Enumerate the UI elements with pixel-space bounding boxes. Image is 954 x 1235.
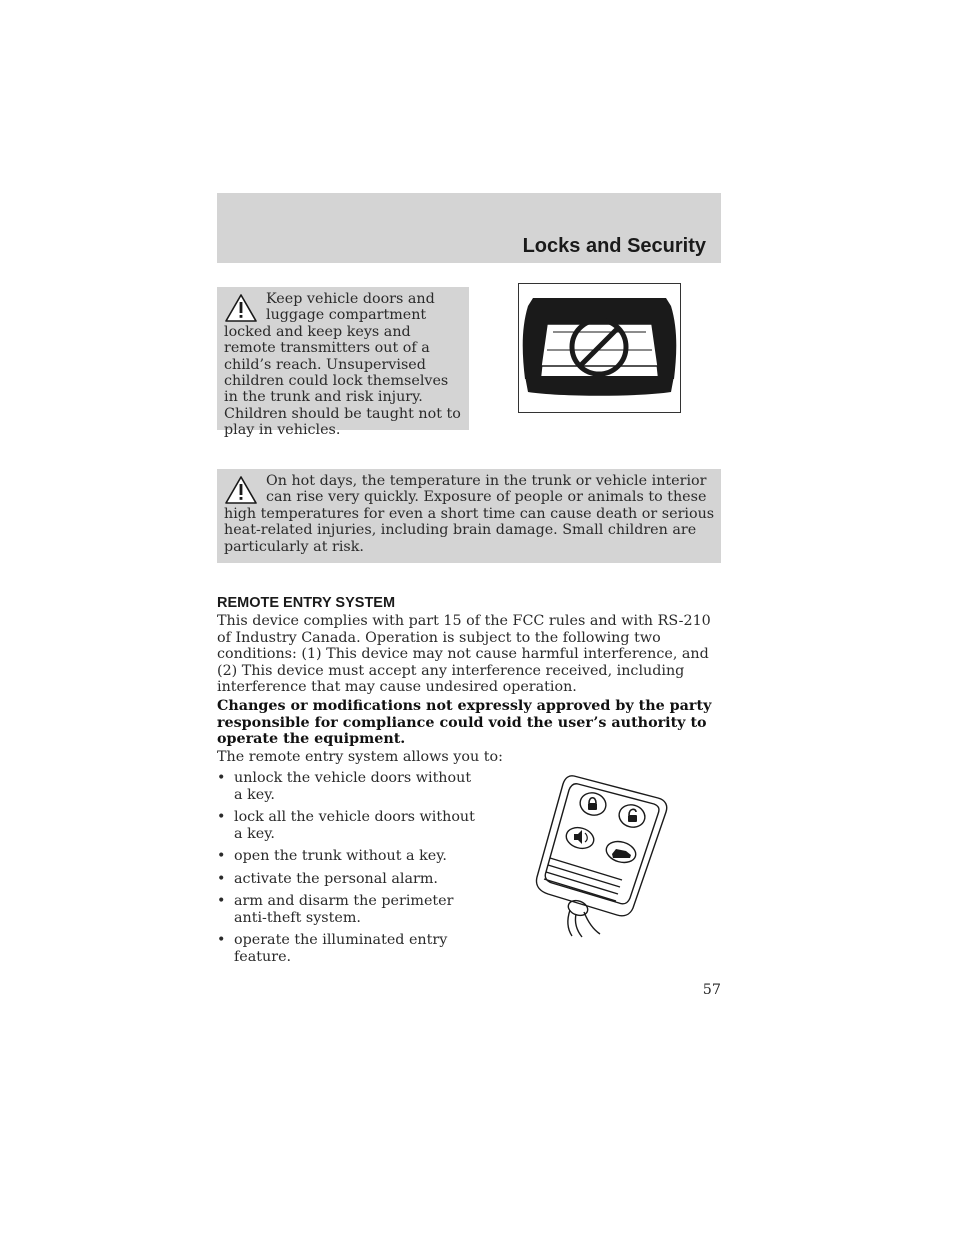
- list-item: • arm and disarm the perimeter anti-theft system.: [217, 893, 477, 926]
- modifications-warning: Changes or modifications not expressly approved by the party responsible for compliance could void the user’s authority to operate the equipment.: [217, 698, 712, 747]
- fcc-paragraph: This device complies with part 15 of the FCC rules and with RS-210 of Industry Canada. Operation is subject to the following two conditions: (1) This device may not cause harmful interference, and (2) This device must accept any interference received, including interference that may cause undesired operation.: [217, 613, 711, 695]
- section-heading: REMOTE ENTRY SYSTEM: [217, 595, 396, 611]
- remote-key-fob-icon: [530, 770, 670, 940]
- warning-text: On hot days, the temperature in the trunk or vehicle interior can rise very quickly. Exposure of people or animals to these high temperatures for even a short time can cause death or serious heat-related injuries, including brain damage. Small children are particularly at risk.: [224, 473, 715, 555]
- warning-box-heat: [217, 469, 721, 563]
- list-item: • unlock the vehicle doors without a key.: [217, 770, 477, 803]
- warning-triangle-icon: [224, 475, 258, 505]
- section-header-band: [217, 193, 721, 263]
- page-number: 57: [702, 982, 721, 998]
- warning-box-children: [217, 287, 469, 439]
- warning-triangle-icon: [224, 293, 258, 323]
- warning-text: Keep vehicle doors and luggage compartment locked and keep keys and remote transmitters out of a child’s reach. Unsupervised children could lock themselves in the trunk and risk injury. Children should be taught not to play in vehicles.: [224, 291, 461, 439]
- list-item: • open the trunk without a key.: [217, 848, 477, 865]
- features-list: [217, 770, 477, 971]
- list-item: • activate the personal alarm.: [217, 871, 477, 888]
- section-title: Locks and Security: [522, 235, 706, 257]
- list-item: • operate the illuminated entry feature.: [217, 932, 477, 965]
- list-item: • lock all the vehicle doors without a key.: [217, 809, 477, 842]
- features-intro: The remote entry system allows you to:: [217, 749, 503, 765]
- no-children-in-trunk-icon: [518, 283, 681, 413]
